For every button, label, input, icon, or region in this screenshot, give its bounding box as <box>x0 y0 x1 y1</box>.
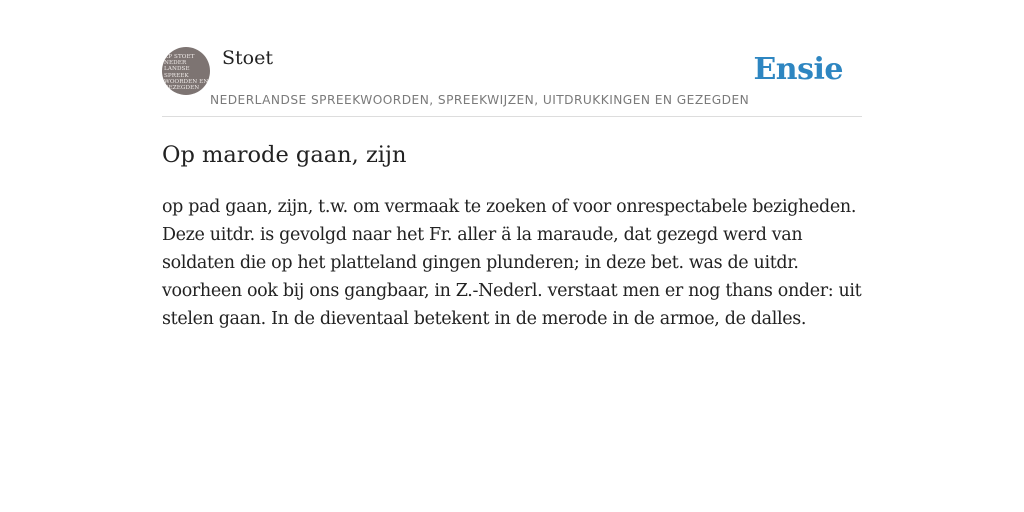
entry-header <box>162 46 862 117</box>
author-avatar[interactable] <box>162 47 210 95</box>
entry-definition: op pad gaan, zijn, t.w. om vermaak te zoeken of voor onrespectabele bezigheden. Deze uitdr. is gevolgd naar het Fr. aller ä la maraude, dat gezegd werd van soldaten die op het platteland gingen plunderen; in deze bet. was de uitdr. voorheen ook bij ons gangbaar, in Z.-Nederl. verstaat men er nog thans onder: uit stelen gaan. In de dieventaal betekent in de merode in de armoe, de dalles. <box>162 197 862 329</box>
collection-title[interactable]: NEDERLANDSE SPREEKWOORDEN, SPREEKWIJZEN, UITDRUKKINGEN EN GEZEGDEN <box>210 93 750 107</box>
entry-title: Op marode gaan, zijn <box>162 142 407 168</box>
author-name[interactable]: Stoet <box>222 47 273 69</box>
avatar-book-cover-text: KP STOET NEDER LANDSE SPREEK WOORDEN EN GEZEGDEN <box>164 54 209 92</box>
brand-logo[interactable]: Ensie <box>753 52 843 87</box>
